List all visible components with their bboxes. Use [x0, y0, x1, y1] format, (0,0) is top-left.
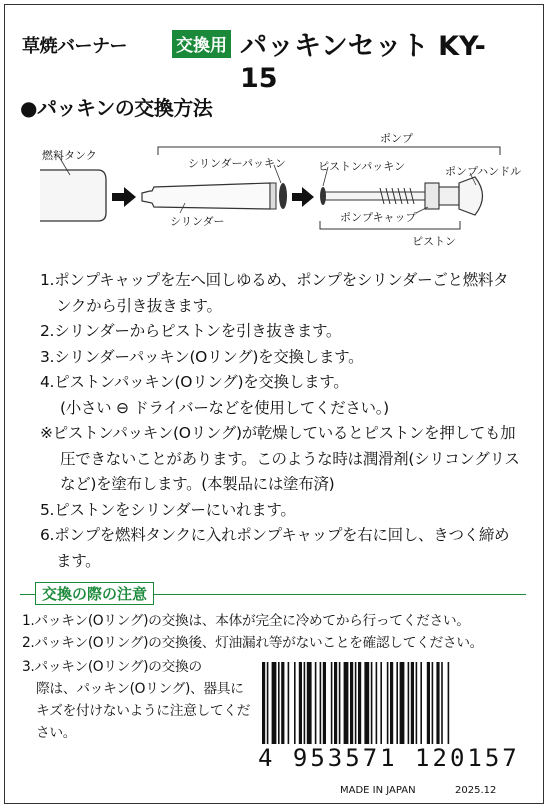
step-item: 4.ピストンパッキン(Oリング)を交換します。 [40, 373, 349, 391]
barcode-bar [262, 662, 265, 744]
arrow-icon [292, 187, 314, 207]
replacement-badge: 交換用 [172, 30, 231, 58]
pump-handle-label: ポンプハンドル [445, 165, 522, 178]
barcode-bar [281, 662, 284, 744]
barcode-bar [334, 662, 337, 744]
pump-bracket [158, 147, 500, 155]
cylinder-end [270, 183, 276, 209]
date-code: 2025.12 [455, 785, 497, 796]
pump-diagram [30, 125, 530, 255]
arrow-icon [112, 187, 136, 207]
barcode-bar [320, 662, 322, 744]
section-title: ●パッキンの交換方法 [20, 96, 213, 120]
barcode-bar [396, 662, 398, 744]
notice-list [22, 610, 537, 654]
pump-handle-shape [459, 177, 483, 215]
step-item: 3.シリンダーパッキン(Oリング)を交換します。 [40, 347, 364, 366]
barcode-bar [427, 662, 430, 744]
header [22, 28, 522, 94]
step-caution: ※ピストンパッキン(Oリング)が乾燥しているとピストンを押しても加圧できないことがあります。このような時は潤滑剤(シリコングリスなど)を塗布します。(本製品には塗布済) [40, 424, 520, 493]
notice-item-3-lead: 3.パッキン(Oリング)の交換の [22, 659, 202, 675]
piston-packing-ring [320, 187, 326, 205]
barcode-bar [364, 662, 369, 744]
piston-packing-label: ピストンパッキン [318, 160, 406, 173]
barcode-bar [355, 662, 357, 744]
fuel-tank-label: 燃料タンク [42, 149, 97, 162]
notice-title: 交換の際の注意 [35, 582, 154, 605]
barcode-bar [272, 662, 277, 744]
product-title: パッキンセット KY-15 [240, 31, 486, 94]
barcode-bar [294, 662, 296, 744]
pump-cap-label: ポンプキャップ [340, 211, 417, 224]
step-item: 5.ピストンをシリンダーにいれます。 [40, 500, 296, 519]
pump-cap-leader [416, 207, 428, 213]
step-note: (小さい ⊖ ドライバーなどを使用してください。) [60, 398, 389, 417]
barcode-bar [387, 662, 389, 744]
notice-item-3-body: 際は、パッキン(Oリング)、器具にキズを付けないように注意してください。 [36, 681, 251, 741]
cylinder-packing-label: シリンダーパッキン [188, 157, 286, 170]
barcode-bar [350, 662, 353, 744]
barcode-bar [416, 662, 418, 744]
barcode-bar [436, 662, 439, 744]
notice-item-3 [22, 656, 252, 744]
step-item: 1.ポンプキャップを左へ回しゆるめ、ポンプをシリンダーごと燃料タンクから引き抜きます。 [40, 271, 509, 315]
cylinder-label: シリンダー [170, 215, 225, 228]
notice-item: 2.パッキン(Oリング)の交換後、灯油漏れ等がないことを確認してください。 [22, 635, 484, 651]
piston-rod [325, 192, 425, 200]
barcode-bar [299, 662, 302, 744]
cylinder-shape [142, 183, 270, 209]
barcode-bar [408, 662, 410, 744]
step-item: 2.シリンダーからピストンを引き抜きます。 [40, 322, 342, 340]
barcode-bar [307, 662, 312, 744]
barcode-bar [331, 662, 333, 744]
barcode-bar [267, 662, 269, 744]
barcode-bar [376, 662, 378, 744]
barcode-bar [358, 662, 361, 744]
cylinder-packing-ring [279, 183, 287, 209]
barcode-bar [344, 662, 349, 744]
barcode-bar [432, 662, 434, 744]
pump-body [439, 187, 459, 205]
barcode-bar [380, 662, 382, 744]
barcode-bar [288, 662, 290, 744]
origin-text: MADE IN JAPAN [340, 785, 416, 796]
barcode-bar [315, 662, 317, 744]
pump-cap-shape [425, 183, 439, 209]
piston-label: ピストン [412, 235, 456, 248]
pump-label: ポンプ [380, 132, 413, 145]
barcode-bar [339, 662, 341, 744]
barcode-bar [371, 662, 373, 744]
barcode-bar [448, 662, 450, 744]
barcode-bar [323, 662, 326, 744]
barcode-bar [304, 662, 306, 744]
barcode [262, 662, 524, 744]
barcode-bar [400, 662, 405, 744]
notice-item: 1.パッキン(Oリング)の交換は、本体が完全に冷めてから行ってください。 [22, 613, 470, 629]
barcode-bar [390, 662, 393, 744]
barcode-bar [420, 662, 422, 744]
fuel-tank-shape [40, 170, 106, 221]
instruction-steps [40, 268, 520, 574]
step-item: 6.ポンプを燃料タンクに入れポンプキャップを右に回し、きつく締めます。 [40, 526, 510, 570]
barcode-bar [278, 662, 280, 744]
barcode-bar [441, 662, 443, 744]
product-subtitle: 草焼バーナー [22, 36, 127, 57]
barcode-number: 4 953571 120157 [258, 744, 520, 772]
barcode-bar [411, 662, 414, 744]
